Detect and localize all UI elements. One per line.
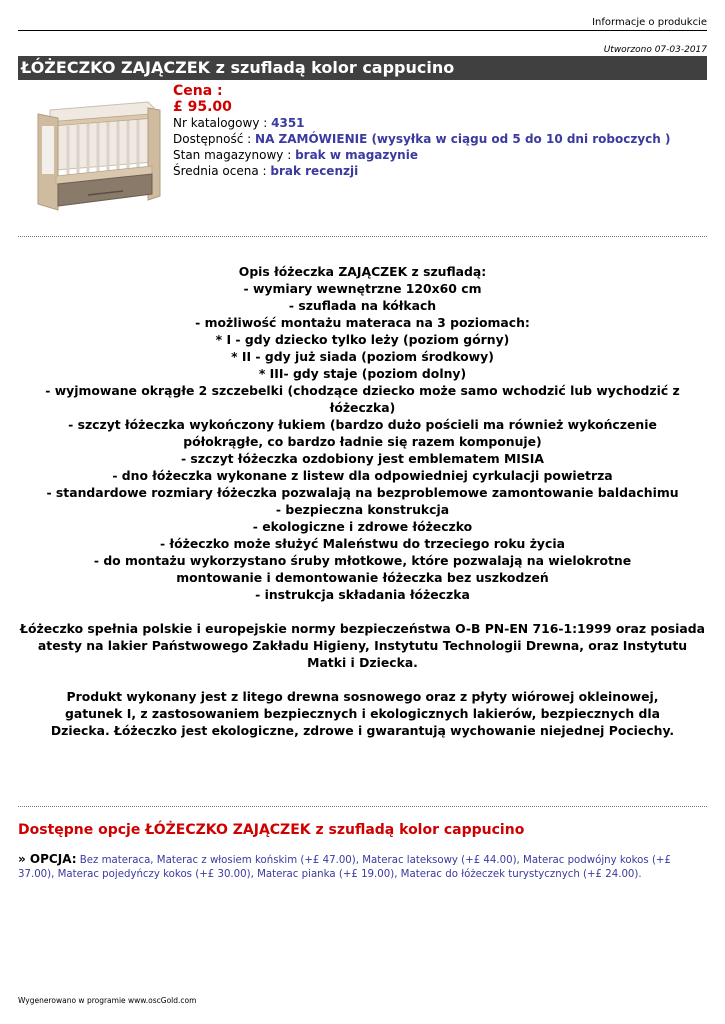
- product-info: [173, 83, 713, 179]
- availability-row: [173, 131, 713, 147]
- crib-image: [28, 92, 163, 217]
- desc-line: * I - gdy dziecko tylko leży (poziom górny): [215, 332, 510, 347]
- availability-label: Dostępność :: [173, 132, 252, 146]
- footer-text: Wygenerowano w programie www.oscGold.com: [18, 996, 197, 1005]
- desc-material: Produkt wykonany jest z litego drewna sosnowego oraz z płyty wiórowej okleinowej, gatunek I, z zastosowaniem bezpiecznych i ekologicznych lakierów, bezpiecznych dla Dziecka. Łóżeczko jest ekologiczne, zdrowe i gwarantują wychowanie niejednej Pociechy.: [50, 689, 675, 738]
- desc-line: - szuflada na kółkach: [288, 298, 437, 313]
- rating-row: [173, 163, 713, 179]
- price-value: £ 95.00: [173, 99, 232, 115]
- product-title: ŁÓŻECZKO ZAJĄCZEK z szufladą kolor cappucino: [18, 56, 707, 80]
- header-divider: [18, 30, 707, 31]
- desc-line: - szczyt łóżeczka ozdobiony jest emblematem MISIA: [180, 451, 545, 466]
- availability-value: NA ZAMÓWIENIE (wysyłka w ciągu od 5 do 10 dni roboczych ): [255, 132, 671, 146]
- option-label: » OPCJA:: [18, 852, 77, 866]
- catalog-row: [173, 115, 713, 131]
- catalog-label: Nr katalogowy :: [173, 116, 268, 130]
- desc-line: * III- gdy staje (poziom dolny): [258, 366, 467, 381]
- desc-line: - standardowe rozmiary łóżeczka pozwalają na bezproblemowe zamontowanie baldachimu: [46, 485, 679, 500]
- crib-icon: [28, 92, 163, 217]
- stock-row: [173, 147, 713, 163]
- desc-line: - do montażu wykorzystano śruby młotkowe, które pozwalają na wielokrotne montowanie i demontowanie łóżeczka bez uszkodzeń: [93, 553, 632, 585]
- divider-bottom: [18, 806, 707, 807]
- desc-line: Opis łóżeczka ZAJĄCZEK z szufladą:: [238, 264, 487, 279]
- rating-value: brak recenzji: [270, 164, 359, 178]
- desc-line: - instrukcja składania łóżeczka: [255, 587, 470, 602]
- section-title: Informacje o produkcie: [592, 17, 707, 28]
- rating-label: Średnia ocena :: [173, 164, 267, 178]
- desc-line: - wyjmowane okrągłe 2 szczebelki (chodzące dziecko może samo wchodzić lub wychodzić z łóżeczka): [45, 383, 680, 415]
- desc-line: - szczyt łóżeczka wykończony łukiem (bardzo dużo pościeli ma również wykończenie półokrągłe, co bardzo ładnie się razem komponuje): [68, 417, 657, 449]
- created-date: Utworzono 07-03-2017: [603, 45, 707, 55]
- options-list: [18, 852, 707, 882]
- price-label: Cena :: [173, 83, 223, 99]
- options-title: Dostępne opcje ŁÓŻECZKO ZAJĄCZEK z szufladą kolor cappucino: [18, 822, 525, 838]
- desc-line: - ekologiczne i zdrowe łóżeczko: [252, 519, 473, 534]
- desc-line: - wymiary wewnętrzne 120x60 cm: [243, 281, 482, 296]
- desc-norms: Łóżeczko spełnia polskie i europejskie normy bezpieczeństwa O-B PN-EN 716-1:1999 oraz posiada atesty na lakier Państwowego Zakładu Higieny, Instytutu Technologii Drewna, oraz Instytutu Matki i Dziecka.: [20, 621, 705, 670]
- catalog-value: 4351: [271, 116, 305, 130]
- desc-line: - łóżeczko może służyć Maleństwu do trzeciego roku życia: [160, 536, 565, 551]
- option-values: Bez materaca, Materac z włosiem końskim (+£ 47.00), Materac lateksowy (+£ 44.00), Materac podwójny kokos (+£ 37.00), Materac pojedyńczy kokos (+£ 30.00), Materac pianka (+£ 19.00), Materac do łóżeczek turystycznych (+£ 24.00).: [18, 855, 671, 880]
- divider-top: [18, 236, 707, 237]
- stock-label: Stan magazynowy :: [173, 148, 292, 162]
- stock-value: brak w magazynie: [295, 148, 418, 162]
- desc-line: - możliwość montażu materaca na 3 poziomach:: [195, 315, 530, 330]
- desc-line: * II - gdy już siada (poziom środkowy): [231, 349, 494, 364]
- desc-line: - dno łóżeczka wykonane z listew dla odpowiedniej cyrkulacji powietrza: [112, 468, 613, 483]
- product-description: [18, 263, 707, 739]
- desc-line: - bezpieczna konstrukcja: [275, 502, 450, 517]
